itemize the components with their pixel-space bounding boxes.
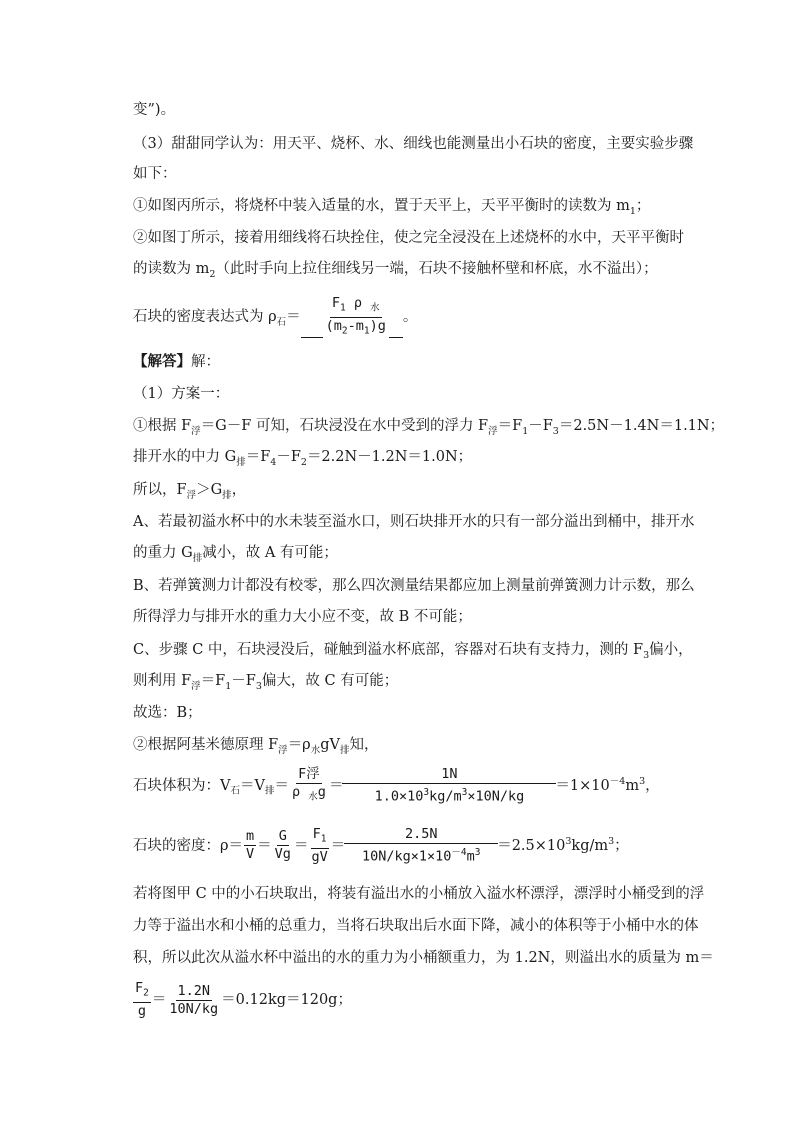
denominator <box>373 784 527 806</box>
text: 知， <box>349 737 379 753</box>
text-line-18 <box>133 671 398 697</box>
text: ； <box>614 837 629 854</box>
denominator: V <box>246 846 255 863</box>
text: ①如图丙所示，将烧杯中装入适量的水，置于天平上，天平平衡时的读数为 m <box>133 198 630 214</box>
text: ＝ρ <box>287 737 311 753</box>
text-line-4 <box>133 196 650 222</box>
denominator: Vg <box>274 846 291 863</box>
subscript: 浮 <box>191 425 201 437</box>
text-line-24 <box>133 916 699 936</box>
text: ＝2.5×10 <box>497 837 566 854</box>
text: ＝ <box>330 837 346 854</box>
superscript: 3 <box>639 776 646 787</box>
denominator: g <box>137 1002 146 1019</box>
subscript: 3 <box>552 425 559 437</box>
subscript: 排 <box>222 489 232 501</box>
subscript: 排 <box>192 552 203 564</box>
numerator <box>133 980 151 1003</box>
text: B、若弹簧测力计都没有校零，那么四次测量结果都应加上测量前弹簧测力计示数，那么 <box>133 578 695 594</box>
text: 偏小， <box>649 642 693 658</box>
text: g <box>317 783 326 800</box>
answer-label: 【解答】 <box>133 353 191 370</box>
text-line-10 <box>133 416 724 442</box>
text: ＝0.12kg＝120g； <box>221 992 352 1008</box>
mass-formula-line <box>133 978 352 1022</box>
text: ＝ <box>328 777 344 794</box>
text: ， <box>231 482 247 498</box>
text: 积，所以此次从溢水杯中溢出的水的重力为小桶额重力，为 1.2N，则溢出水的质量为 m＝ <box>133 950 714 966</box>
text: (m <box>325 317 342 334</box>
text: ②根据阿基米德原理 F <box>133 737 279 753</box>
volume-value-fraction <box>344 766 554 806</box>
force-over-g-fraction <box>133 980 151 1020</box>
subscript: 3 <box>255 680 262 692</box>
text-line-13 <box>133 512 694 532</box>
text: F <box>312 825 321 842</box>
subscript: 水 <box>370 302 380 314</box>
numerator: 1.2N <box>177 982 211 999</box>
subscript: 浮 <box>278 744 288 756</box>
numerator: m <box>246 828 255 845</box>
text: 所得浮力与排开水的重力大小应不变，故 B 不可能； <box>133 609 472 625</box>
numerator <box>311 826 329 849</box>
text: ＝F <box>497 418 523 434</box>
numerator: G <box>278 828 287 845</box>
text-line-20 <box>133 735 379 761</box>
text: 如下： <box>133 166 177 182</box>
superscript: 3 <box>565 836 572 847</box>
answer-heading <box>133 352 220 372</box>
subscript: 排 <box>236 456 246 468</box>
numerator <box>330 295 382 318</box>
text: 则利用 F <box>133 673 192 689</box>
subscript: 排 <box>340 744 350 756</box>
text: 若将图甲 C 中的小石块取出，将装有溢出水的小桶放入溢水杯漂浮，漂浮时小桶受到的浮 <box>133 886 705 902</box>
text-line-3 <box>133 164 177 184</box>
text: ＝ <box>274 777 289 794</box>
text: ρ <box>292 783 301 800</box>
subscript: 排 <box>264 785 275 797</box>
density-answer-fraction <box>324 295 388 339</box>
numerator: 2.5N <box>344 826 498 844</box>
text: －F <box>276 449 301 465</box>
text-line-23 <box>133 884 704 904</box>
text-line-14 <box>133 543 338 569</box>
text: F <box>331 295 341 311</box>
superscript: 3 <box>608 836 615 847</box>
text: ＝V <box>240 777 265 794</box>
mass-over-volume-fraction <box>244 828 256 863</box>
text: A、若最初溢水杯中的水未装至溢水口，则石块排开水的只有一部分溢出到桶中，排开水 <box>133 514 695 530</box>
mass-value-fraction <box>167 983 220 1018</box>
subscript: 1 <box>522 425 529 437</box>
text: （3）甜甜同学认为：用天平、烧杯、水、细线也能测量出小石块的密度，主要实验步骤 <box>133 136 694 152</box>
text: （1）方案一： <box>133 386 230 402</box>
text: －F <box>528 418 553 434</box>
text: 排开水的中力 G <box>133 449 237 465</box>
text: 的读数为 m <box>133 261 210 277</box>
subscript: 3 <box>643 649 650 661</box>
subscript: 1 <box>340 302 346 314</box>
subscript: 2 <box>341 325 348 337</box>
text: ＝2.2N－1.2N＝1.0N； <box>306 449 473 465</box>
subscript: 4 <box>270 456 277 468</box>
subscript: 石 <box>230 785 240 797</box>
text: ②如图丁所示，接着用细线将石块拴住，使之完全浸没在上述烧杯的水中，天平平衡时 <box>133 230 684 246</box>
numerator: F浮 <box>298 765 320 782</box>
subscript: 1 <box>225 680 232 692</box>
text: ＝F <box>245 449 271 465</box>
answer-blank-lead <box>301 297 323 338</box>
text: ＞G <box>196 482 223 498</box>
text-line-9 <box>133 384 229 404</box>
text: F <box>135 980 144 997</box>
text: 。 <box>402 309 418 326</box>
superscript: 3 <box>423 787 430 799</box>
text: －F <box>231 673 256 689</box>
text: ＝ <box>151 992 167 1008</box>
text-line-17 <box>133 640 693 666</box>
text: 力等于溢出水和小桶的总重力，当将石块取出后水面下降，减小的体积等于小桶中水的体 <box>133 918 699 934</box>
text: ＝ <box>286 309 301 326</box>
subscript: 1 <box>629 205 636 217</box>
text: ＝ <box>257 837 272 854</box>
density-formula-line <box>133 820 629 868</box>
text: ＝F <box>200 673 226 689</box>
subscript: 浮 <box>191 680 201 692</box>
text: 石块体积为：V <box>133 777 231 794</box>
text: 的重力 G <box>133 545 193 561</box>
denominator <box>360 844 483 866</box>
subscript: 2 <box>209 268 216 280</box>
text: 变”)。 <box>133 102 176 118</box>
text: ＝G－F 可知，石块浸没在水中受到的浮力 F <box>200 418 489 434</box>
density-value-fraction <box>346 826 496 866</box>
text: ①根据 F <box>133 418 192 434</box>
text-line-1 <box>133 100 175 120</box>
subscript: 浮 <box>488 425 498 437</box>
text: 减小，故 A 有可能； <box>202 545 338 561</box>
density-expression-line <box>133 295 417 343</box>
buoyancy-over-density-fraction <box>290 766 328 806</box>
text: ×10N/kg <box>467 788 525 805</box>
denominator <box>290 784 328 806</box>
text: 偏大，故 C 有可能； <box>261 673 399 689</box>
text-line-25 <box>133 948 714 968</box>
text: ρ <box>353 295 363 311</box>
text-line-15 <box>133 576 695 596</box>
subscript: 1 <box>320 833 327 845</box>
text: ＝ <box>293 837 309 854</box>
denominator: 10N/kg <box>169 1000 219 1017</box>
text-line-2 <box>133 134 693 154</box>
text: 故选：B； <box>133 705 202 721</box>
subscript: 水 <box>308 791 318 803</box>
superscript: －4 <box>451 847 467 859</box>
text: 石块的密度：ρ＝ <box>133 837 244 854</box>
text: （此时手向上拉住细线另一端，石块不接触杯壁和杯底，水不溢出）； <box>215 261 658 277</box>
subscript: 2 <box>300 456 307 468</box>
weight-over-vg-fraction <box>273 828 293 863</box>
text: ， <box>645 777 660 794</box>
text: 10N/kg×1×10 <box>361 848 452 865</box>
text: kg/m <box>429 788 462 805</box>
numerator: 1N <box>342 766 556 784</box>
subscript: 石 <box>276 317 287 329</box>
answer-blank-trail <box>389 297 403 338</box>
text: m <box>625 777 640 794</box>
text: ＝1×10 <box>555 777 610 794</box>
text: ＝2.5N－1.4N＝1.1N； <box>558 418 725 434</box>
text-line-6 <box>133 259 658 285</box>
text: 解： <box>191 354 220 370</box>
denominator: gV <box>311 848 328 865</box>
text: C、步骤 C 中，石块浸没后，碰触到溢水杯底部，容器对石块有支持力，测的 F <box>133 642 644 658</box>
force-over-gv-fraction <box>309 826 329 866</box>
superscript: －4 <box>609 776 626 787</box>
text: 1.0×10 <box>374 788 424 805</box>
text: ； <box>635 198 651 214</box>
subscript: 2 <box>143 987 149 999</box>
text-line-11 <box>133 447 472 473</box>
text-line-16 <box>133 607 472 627</box>
text: -m <box>347 317 364 334</box>
text: kg/m <box>571 837 609 854</box>
superscript: 3 <box>461 787 468 799</box>
denominator <box>324 318 388 340</box>
subscript: 1 <box>363 325 370 337</box>
text: 所以，F <box>133 482 187 498</box>
subscript: 浮 <box>186 489 197 501</box>
text-line-5 <box>133 228 684 248</box>
text: m <box>466 848 475 865</box>
text: 石块的密度表达式为 ρ <box>133 309 277 326</box>
text-line-19 <box>133 703 202 723</box>
text-line-12 <box>133 480 246 506</box>
text: )g <box>369 317 386 334</box>
superscript: 3 <box>474 847 481 859</box>
text: gV <box>320 737 340 753</box>
volume-formula-line <box>133 760 660 814</box>
subscript: 水 <box>310 744 321 756</box>
